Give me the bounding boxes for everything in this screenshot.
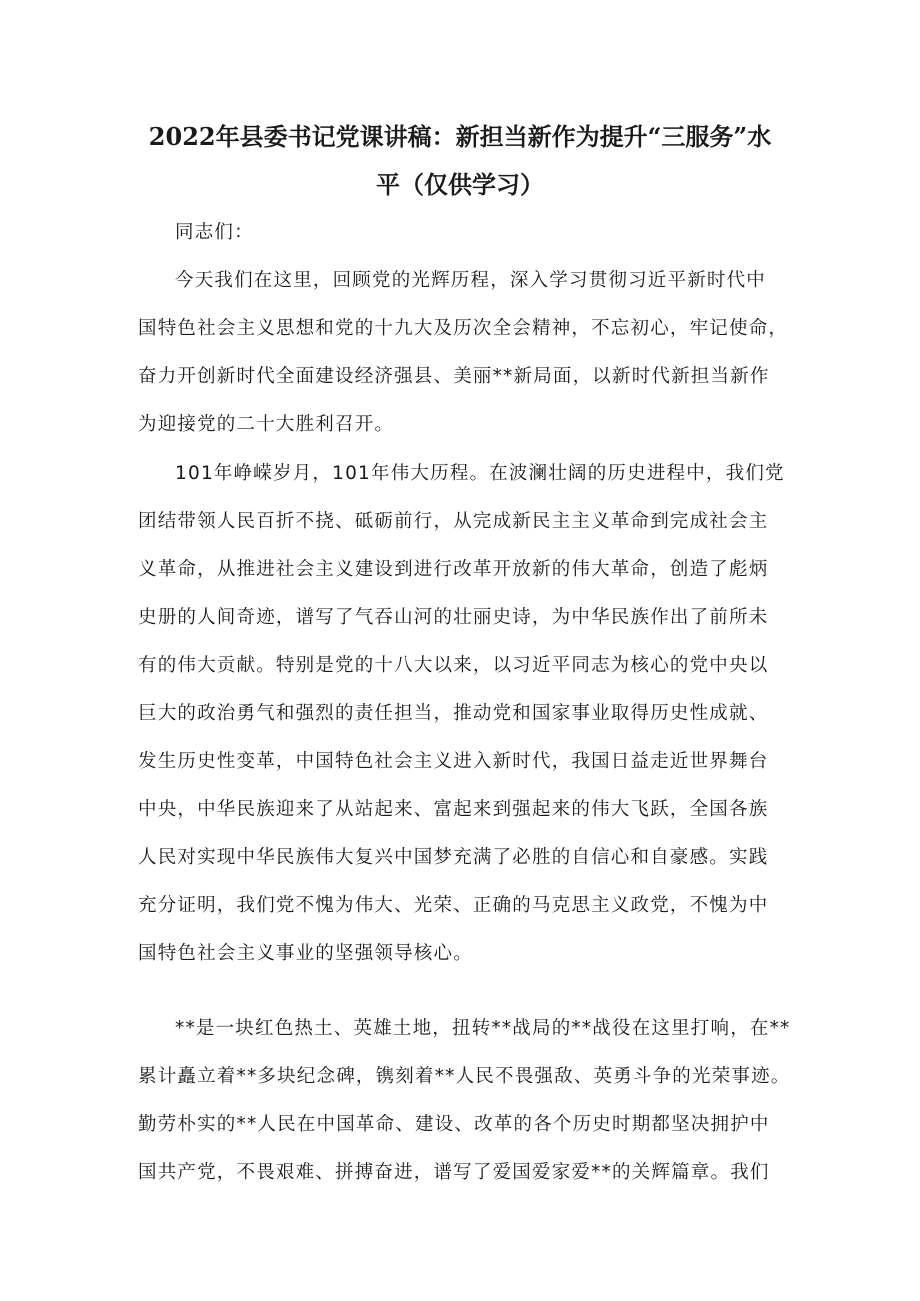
salutation [138, 209, 798, 257]
paragraph-2 [138, 450, 798, 978]
paragraph-line: 奋力开创新时代全面建设经济强县、美丽**新局面，以新时代新担当新作 [138, 366, 770, 387]
paragraph-line: 人民对实现中华民族伟大复兴中国梦充满了必胜的自信心和自豪感。实践 [138, 847, 769, 868]
paragraph-line: 发生历史性变革，中国特色社会主义进入新时代，我国日益走近世界舞台 [138, 751, 769, 772]
paragraph-line: 国共产党，不畏艰难、拼搏奋进，谱写了爱国爱家爱**的关辉篇章。我们 [138, 1162, 770, 1183]
salutation-text: 同志们： [175, 222, 254, 243]
paragraph-line: 充分证明，我们党不愧为伟大、光荣、正确的马克思主义政党，不愧为中 [138, 895, 769, 916]
paragraph-line: 义革命，从推进社会主义建设到进行改革开放新的伟大革命，创造了彪炳 [138, 559, 769, 580]
paragraph-line: 巨大的政治勇气和强烈的责任担当，推动党和国家事业取得历史性成就、 [138, 703, 769, 724]
paragraph-line: 国特色社会主义思想和党的十九大及历次全会精神，不忘初心，牢记使命， [138, 318, 789, 339]
paragraph-line: 国特色社会主义事业的坚强领导核心。 [138, 943, 473, 964]
paragraph-line: 为迎接党的二十大胜利召开。 [138, 414, 395, 435]
paragraph-line: 101年峥嵘岁月，101年伟大历程。在波澜壮阔的历史进程中，我们党 [175, 463, 785, 484]
document-title-line-1: 2022年县委书记党课讲稿：新担当新作为提升“三服务”水 [148, 122, 772, 151]
paragraph-line: 团结带领人民百折不挠、砥砺前行，从完成新民主主义革命到完成社会主 [138, 511, 769, 532]
paragraph-3 [138, 1005, 798, 1197]
paragraph-line: 中央，中华民族迎来了从站起来、富起来到强起来的伟大飞跃，全国各族 [138, 799, 769, 820]
paragraph-line: 累计矗立着**多块纪念碑，镌刻着**人民不畏强敌、英勇斗争的光荣事迹。 [138, 1066, 791, 1087]
paragraph-line: **是一块红色热土、英雄土地，扭转**战局的**战役在这里打响，在** [175, 1018, 791, 1039]
paragraph-line: 有的伟大贡献。特别是党的十八大以来，以习近平同志为核心的党中央以 [138, 655, 769, 676]
paragraph-1 [138, 257, 798, 449]
paragraph-line: 史册的人间奇迹，谱写了气吞山河的壮丽史诗，为中华民族作出了前所未 [138, 607, 769, 628]
paragraph-line: 今天我们在这里，回顾党的光辉历程，深入学习贯彻习近平新时代中 [175, 270, 767, 291]
paragraph-line: 勤劳朴实的**人民在中国革命、建设、改革的各个历史时期都坚决拥护中 [138, 1114, 770, 1135]
document-title-line-2: 平（仅供学习） [376, 170, 544, 199]
